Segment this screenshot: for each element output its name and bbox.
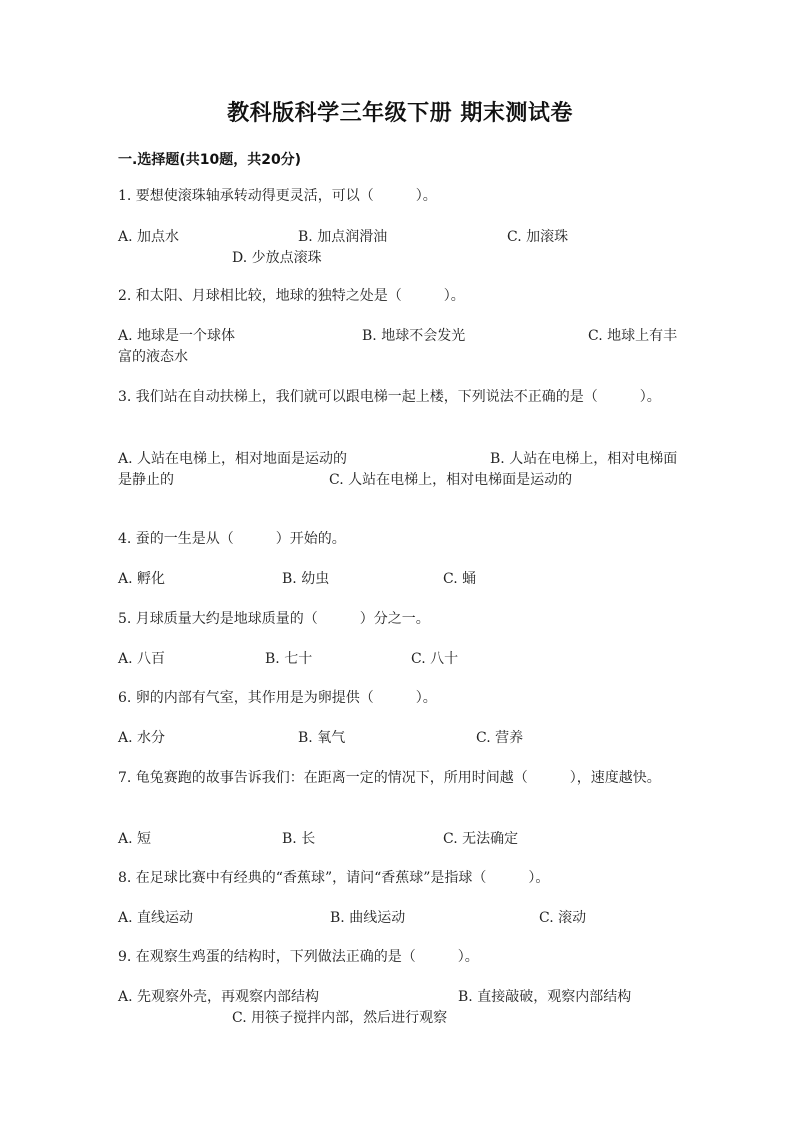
question-4-option-a: A. 孵化: [118, 571, 166, 587]
question-1-option-a: A. 加点水: [118, 229, 180, 245]
question-5-option-c: C. 八十: [411, 651, 459, 667]
question-2-option-a: A. 地球是一个球体: [118, 328, 236, 344]
exam-title: 教科版科学三年级下册 期末测试卷: [227, 101, 573, 126]
question-1-option-c: C. 加滚珠: [507, 229, 569, 245]
question-3-option-a: A. 人站在电梯上，相对地面是运动的: [118, 451, 348, 467]
question-2-stem: 2. 和太阳、月球相比较，地球的独特之处是（ ）。: [118, 288, 465, 304]
question-8-option-a: A. 直线运动: [118, 910, 194, 926]
question-6-option-b: B. 氧气: [298, 730, 346, 746]
question-1-stem: 1. 要想使滚珠轴承转动得更灵活，可以（ ）。: [118, 188, 437, 204]
question-6-option-c: C. 营养: [476, 730, 524, 746]
question-6-option-a: A. 水分: [118, 730, 166, 746]
question-3-option-c: C. 人站在电梯上，相对电梯面是运动的: [329, 472, 573, 488]
question-8-stem: 8. 在足球比赛中有经典的“香蕉球”，请问“香蕉球”是指球（ ）。: [118, 870, 550, 886]
question-2-option-b: B. 地球不会发光: [362, 328, 466, 344]
section-heading: 一.选择题(共10题，共20分): [118, 152, 302, 168]
question-4-option-c: C. 蛹: [443, 571, 477, 587]
question-3-stem: 3. 我们站在自动扶梯上，我们就可以跟电梯一起上楼，下列说法不正确的是（ ）。: [118, 389, 661, 405]
question-5-option-b: B. 七十: [265, 651, 313, 667]
question-9-option-a: A. 先观察外壳，再观察内部结构: [118, 989, 320, 1005]
question-8-option-b: B. 曲线运动: [330, 910, 406, 926]
question-1-option-d: D. 少放点滚珠: [232, 250, 322, 266]
question-2-option-c: C. 地球上有丰富的液态水: [118, 328, 678, 365]
question-7-option-c: C. 无法确定: [443, 831, 519, 847]
question-7-stem: 7. 龟兔赛跑的故事告诉我们：在距离一定的情况下，所用时间越（ ），速度越快。: [118, 770, 661, 786]
question-9-option-c: C. 用筷子搅拌内部，然后进行观察: [232, 1010, 448, 1026]
question-1-option-b: B. 加点润滑油: [298, 229, 388, 245]
question-3-option-b: B. 人站在电梯上，相对电梯面是静止的: [118, 451, 678, 488]
question-9-stem: 9. 在观察生鸡蛋的结构时，下列做法正确的是（ ）。: [118, 949, 479, 965]
question-9-option-b: B. 直接敲破，观察内部结构: [458, 989, 632, 1005]
question-4-option-b: B. 幼虫: [282, 571, 330, 587]
question-5-stem: 5. 月球质量大约是地球质量的（ ）分之一。: [118, 611, 430, 627]
question-8-option-c: C. 滚动: [539, 910, 587, 926]
question-6-stem: 6. 卵的内部有气室，其作用是为卵提供（ ）。: [118, 690, 437, 706]
question-5-option-a: A. 八百: [118, 651, 166, 667]
question-7-option-a: A. 短: [118, 831, 152, 847]
question-7-option-b: B. 长: [282, 831, 316, 847]
question-4-stem: 4. 蚕的一生是从（ ）开始的。: [118, 531, 346, 547]
